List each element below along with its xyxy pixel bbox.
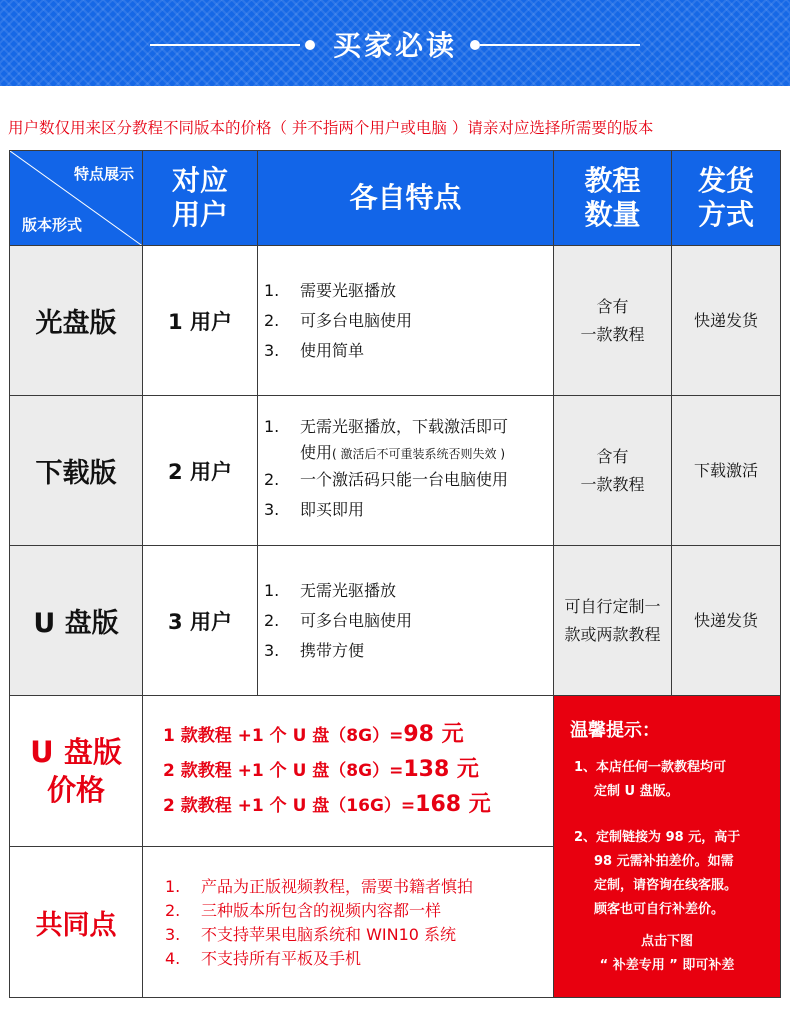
row2-count bbox=[553, 395, 672, 546]
pricing-title-cell bbox=[9, 695, 143, 847]
row1-version bbox=[9, 245, 143, 396]
list-item: 3. 即买即用 bbox=[264, 500, 365, 519]
corner-top-label: 特点展示 bbox=[73, 165, 134, 183]
row2-shipping bbox=[671, 395, 781, 546]
ship-value: 快递发货 bbox=[693, 610, 758, 630]
feature-list bbox=[264, 276, 412, 366]
row1-users bbox=[142, 245, 258, 396]
tip-paragraph-2: 2、定制链接为 98 元，高于 98 元需补拍差价。如需 定制，请咨询在线客服。 顾客也可自行补差价。 bbox=[574, 830, 741, 917]
tip-box bbox=[553, 695, 781, 998]
price-list bbox=[163, 718, 491, 823]
list-item: 1. 需要光驱播放 bbox=[264, 281, 397, 300]
banner-right-dot bbox=[470, 40, 480, 50]
row3-features bbox=[257, 545, 554, 696]
row3-count bbox=[553, 545, 672, 696]
price-line: 2 款教程 +1 个 U 盘（8G）=138 元 bbox=[163, 757, 479, 782]
corner-bottom-label: 版本形式 bbox=[22, 216, 83, 234]
list-item: 2. 三种版本所包含的视频内容都一样 bbox=[165, 901, 442, 920]
tip-click-hint: 点击下图 “ 补差专用 ” 即可补差 bbox=[599, 934, 735, 973]
ship-value: 快递发货 bbox=[693, 310, 758, 330]
header-ship-line1: 发货 bbox=[697, 164, 754, 197]
version-name: U 盘版 bbox=[33, 608, 119, 639]
banner-right-line bbox=[480, 44, 640, 46]
common-details-cell bbox=[142, 846, 554, 998]
header-count-line2: 数量 bbox=[584, 198, 641, 231]
header-users-line2: 用户 bbox=[171, 198, 228, 231]
list-item: 1. 无需光驱播放 bbox=[264, 581, 397, 600]
list-item: 1. 产品为正版视频教程，需要书籍者慎拍 bbox=[165, 877, 474, 896]
count-line2: 款或两款教程 bbox=[564, 624, 661, 644]
banner-left-line bbox=[150, 44, 300, 46]
users-value: 1 用户 bbox=[168, 309, 232, 334]
header-count bbox=[553, 150, 672, 246]
banner-title: 买家必读 bbox=[332, 29, 457, 62]
common-title-cell bbox=[9, 846, 143, 998]
count-line1: 含有 bbox=[596, 446, 629, 466]
count-line1: 含有 bbox=[596, 296, 629, 316]
list-item: 3. 使用简单 bbox=[264, 341, 365, 360]
top-banner bbox=[0, 0, 790, 86]
tip-title: 温馨提示： bbox=[570, 720, 660, 741]
list-item: 3. 携带方便 bbox=[264, 641, 365, 660]
header-features bbox=[257, 150, 554, 246]
header-corner-cell bbox=[9, 150, 143, 246]
ship-value: 下载激活 bbox=[693, 460, 758, 480]
header-users-line1: 对应 bbox=[171, 164, 228, 197]
count-line1: 可自行定制一 bbox=[564, 596, 661, 616]
common-list bbox=[165, 875, 473, 971]
row3-version bbox=[9, 545, 143, 696]
row1-count bbox=[553, 245, 672, 396]
version-name: 光盘版 bbox=[35, 308, 117, 339]
list-item: 4. 不支持所有平板及手机 bbox=[165, 949, 362, 968]
banner-left-dot bbox=[305, 40, 315, 50]
list-item: 3. 不支持苹果电脑系统和 WIN10 系统 bbox=[165, 925, 457, 944]
row1-features bbox=[257, 245, 554, 396]
list-item: 2. 一个激活码只能一台电脑使用 bbox=[264, 470, 509, 489]
price-line: 2 款教程 +1 个 U 盘（16G）=168 元 bbox=[163, 792, 491, 817]
feature-list bbox=[264, 576, 412, 666]
feature-list bbox=[264, 412, 508, 525]
pricing-details-cell bbox=[142, 695, 554, 847]
row2-features bbox=[257, 395, 554, 546]
list-item: 2. 可多台电脑使用 bbox=[264, 311, 413, 330]
row3-shipping bbox=[671, 545, 781, 696]
tip-paragraph-1: 1、本店任何一款教程均可 定制 U 盘版。 bbox=[574, 760, 727, 799]
row2-users bbox=[142, 395, 258, 546]
common-title: 共同点 bbox=[35, 909, 117, 941]
header-ship-line2: 方式 bbox=[697, 198, 754, 231]
pricing-title-line1: U 盘版 bbox=[30, 735, 122, 769]
version-name: 下载版 bbox=[35, 458, 117, 489]
list-item: 1. 无需光驱播放，下载激活即可 使用( 激活后不可重装系统否则失效 ) bbox=[264, 417, 509, 462]
header-users bbox=[142, 150, 258, 246]
row2-version bbox=[9, 395, 143, 546]
notice-text: 用户数仅用来区分教程不同版本的价格（ 并不指两个用户或电脑 ）请亲对应选择所需要的版本 bbox=[8, 119, 654, 137]
list-item: 2. 可多台电脑使用 bbox=[264, 611, 413, 630]
version-table bbox=[9, 150, 781, 998]
pricing-title-line2: 价格 bbox=[46, 773, 105, 807]
users-value: 2 用户 bbox=[168, 459, 232, 484]
price-line: 1 款教程 +1 个 U 盘（8G）=98 元 bbox=[163, 722, 464, 747]
header-count-line1: 教程 bbox=[584, 164, 641, 197]
row3-users bbox=[142, 545, 258, 696]
count-line2: 一款教程 bbox=[580, 474, 645, 494]
header-features-label: 各自特点 bbox=[349, 181, 462, 214]
header-shipping bbox=[671, 150, 781, 246]
row1-shipping bbox=[671, 245, 781, 396]
users-value: 3 用户 bbox=[168, 609, 232, 634]
count-line2: 一款教程 bbox=[580, 324, 645, 344]
